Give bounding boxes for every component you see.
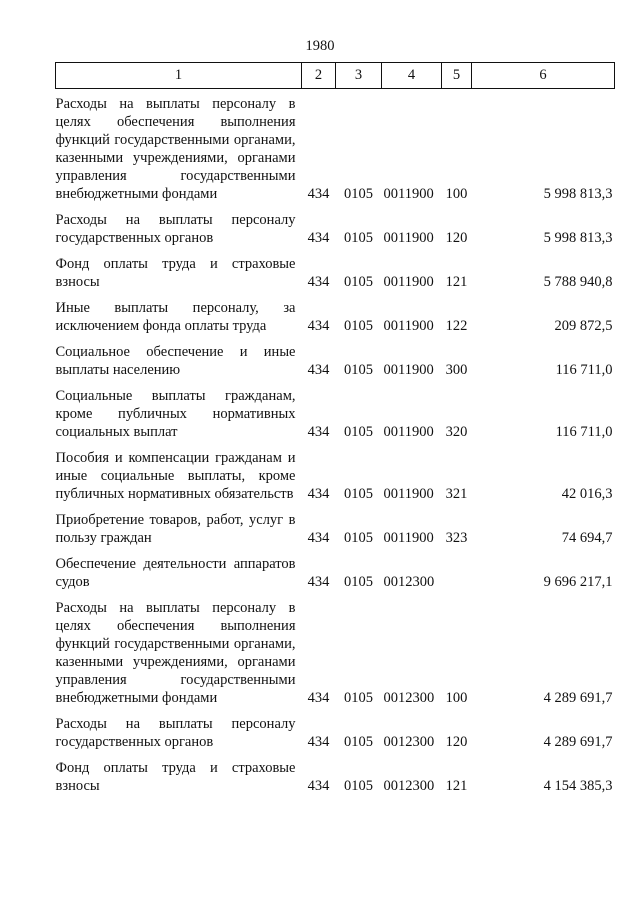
row-target-article-code: 0011900 <box>383 530 434 546</box>
row-grbs-code: 434 <box>307 486 330 502</box>
row-grbs-code: 434 <box>307 318 330 334</box>
row-target-article-code: 0011900 <box>383 186 434 202</box>
row-description: Пособия и компенсации гражданам и иные социальные выплаты, кроме публичных нормативных обязательств <box>55 450 296 502</box>
header-col-2: 2 <box>302 63 336 89</box>
page-number: 1980 <box>305 38 335 54</box>
row-expense-type-code: 121 <box>445 274 468 290</box>
row-target-article-code: 0011900 <box>383 424 434 440</box>
table-body <box>56 89 615 804</box>
row-description: Социальные выплаты гражданам, кроме публичных нормативных социальных выплат <box>55 388 296 440</box>
row-expense-type-code: 100 <box>445 186 468 202</box>
table-row <box>56 599 615 715</box>
row-description: Обеспечение деятельности аппаратов судов <box>55 556 296 590</box>
row-section-code: 0105 <box>344 274 373 290</box>
table-row <box>56 387 615 449</box>
row-section-code: 0105 <box>344 734 373 750</box>
row-amount: 4 154 385,3 <box>543 778 613 794</box>
row-amount: 4 289 691,7 <box>543 734 613 750</box>
row-grbs-code: 434 <box>307 274 330 290</box>
row-expense-type-code: 122 <box>445 318 468 334</box>
table-row <box>56 299 615 343</box>
header-row <box>56 63 615 89</box>
row-section-code: 0105 <box>344 424 373 440</box>
row-amount: 209 872,5 <box>554 318 613 334</box>
row-amount: 116 711,0 <box>555 424 613 440</box>
row-section-code: 0105 <box>344 186 373 202</box>
row-description: Расходы на выплаты персоналу государственных органов <box>55 716 296 750</box>
row-grbs-code: 434 <box>307 230 330 246</box>
row-grbs-code: 434 <box>307 186 330 202</box>
row-expense-type-code: 321 <box>445 486 468 502</box>
row-grbs-code: 434 <box>307 424 330 440</box>
row-amount: 74 694,7 <box>561 530 613 546</box>
header-col-3: 3 <box>336 63 382 89</box>
row-grbs-code: 434 <box>307 778 330 794</box>
table-row <box>56 211 615 255</box>
row-section-code: 0105 <box>344 318 373 334</box>
table-row <box>56 255 615 299</box>
row-target-article-code: 0011900 <box>383 230 434 246</box>
row-description: Социальное обеспечение и иные выплаты населению <box>55 344 296 378</box>
table-row <box>56 89 615 212</box>
row-description: Фонд оплаты труда и страховые взносы <box>55 760 296 794</box>
row-target-article-code: 0012300 <box>383 734 435 750</box>
row-description: Расходы на выплаты персоналу в целях обеспечения выполнения функций государственными органами, казенными учреждениями, органами управления государственными внебюджетными фондами <box>55 96 296 202</box>
row-section-code: 0105 <box>344 230 373 246</box>
row-amount: 5 998 813,3 <box>543 230 613 246</box>
row-target-article-code: 0011900 <box>383 274 434 290</box>
row-target-article-code: 0012300 <box>383 778 435 794</box>
row-amount: 4 289 691,7 <box>543 690 613 706</box>
row-target-article-code: 0011900 <box>383 486 434 502</box>
row-section-code: 0105 <box>344 690 373 706</box>
row-grbs-code: 434 <box>307 530 330 546</box>
table-row <box>56 449 615 511</box>
row-expense-type-code: 320 <box>445 424 468 440</box>
table-row <box>56 715 615 759</box>
row-expense-type-code: 300 <box>445 362 468 378</box>
row-target-article-code: 0012300 <box>383 574 435 590</box>
row-amount: 5 788 940,8 <box>543 274 613 290</box>
row-grbs-code: 434 <box>307 362 330 378</box>
row-section-code: 0105 <box>344 362 373 378</box>
row-description: Расходы на выплаты персоналу в целях обеспечения выполнения функций государственными органами, казенными учреждениями, органами управления государственными внебюджетными фондами <box>55 600 296 706</box>
row-grbs-code: 434 <box>307 574 330 590</box>
row-section-code: 0105 <box>344 486 373 502</box>
row-expense-type-code <box>442 555 472 599</box>
row-expense-type-code: 121 <box>445 778 468 794</box>
row-grbs-code: 434 <box>307 690 330 706</box>
row-description: Иные выплаты персоналу, за исключением фонда оплаты труда <box>55 300 296 334</box>
table-row <box>56 343 615 387</box>
table-row <box>56 555 615 599</box>
header-col-1: 1 <box>56 63 302 89</box>
row-target-article-code: 0012300 <box>383 690 435 706</box>
row-description: Расходы на выплаты персоналу государственных органов <box>55 212 296 246</box>
row-amount: 9 696 217,1 <box>543 574 613 590</box>
budget-table <box>55 62 615 803</box>
row-expense-type-code: 323 <box>445 530 468 546</box>
header-col-4: 4 <box>382 63 442 89</box>
table-row <box>56 511 615 555</box>
header-col-6: 6 <box>472 63 615 89</box>
row-expense-type-code: 120 <box>445 734 468 750</box>
row-expense-type-code: 120 <box>445 230 468 246</box>
header-col-5: 5 <box>442 63 472 89</box>
row-amount: 42 016,3 <box>561 486 613 502</box>
table-row <box>56 759 615 803</box>
row-description: Фонд оплаты труда и страховые взносы <box>55 256 296 290</box>
row-target-article-code: 0011900 <box>383 362 434 378</box>
row-target-article-code: 0011900 <box>383 318 434 334</box>
row-expense-type-code: 100 <box>445 690 468 706</box>
row-section-code: 0105 <box>344 530 373 546</box>
row-section-code: 0105 <box>344 778 373 794</box>
row-grbs-code: 434 <box>307 734 330 750</box>
row-amount: 5 998 813,3 <box>543 186 613 202</box>
row-section-code: 0105 <box>344 574 373 590</box>
row-amount: 116 711,0 <box>555 362 613 378</box>
row-description: Приобретение товаров, работ, услуг в пользу граждан <box>55 512 296 546</box>
